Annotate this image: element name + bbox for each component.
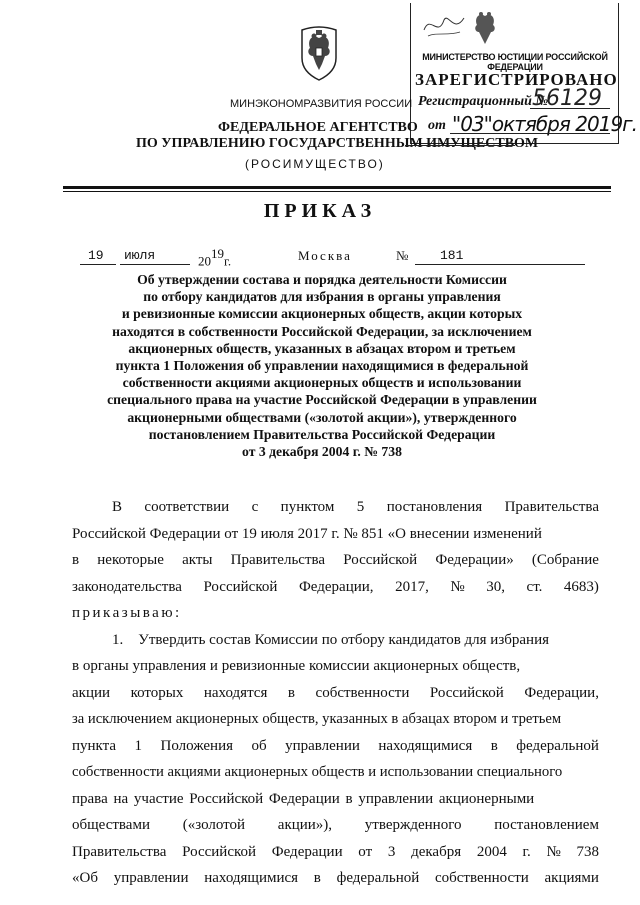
- word: которых: [130, 684, 184, 701]
- word: в: [313, 870, 321, 886]
- word: Российской: [182, 843, 257, 860]
- word: акции: [72, 684, 111, 701]
- word: Правительства: [230, 552, 326, 568]
- body-line: права на участие Российской Федерации в управлении акционерными: [72, 790, 535, 807]
- heading-line: специального права на участие Российской Федерации в управлении: [107, 392, 537, 408]
- word: Российской: [343, 552, 418, 568]
- header-rule: [63, 186, 611, 189]
- heading-line: постановлением Правительства Российской Федерации: [148, 426, 496, 442]
- body-line: [72, 680, 599, 707]
- word: об: [251, 737, 267, 754]
- word: ст.: [526, 578, 543, 595]
- heading-line: по отбору кандидатов для избрания в органы управления: [143, 289, 501, 305]
- body-line: [72, 547, 599, 574]
- document-title: ПРИКАЗ: [263, 200, 377, 222]
- heading-line: пункта 1 Положения об управлении находящимися в федеральной: [115, 358, 529, 374]
- day-underline: [80, 264, 116, 265]
- body-line: Российской Федерации от 19 июля 2017 г. № 851 «О внесении изменений: [72, 525, 542, 542]
- word: пунктом: [280, 499, 335, 515]
- word: находящимися: [204, 870, 299, 886]
- word: в: [72, 552, 80, 568]
- agency-name-line2: ПО УПРАВЛЕНИЮ ГОСУДАРСТВЕННЫМ ИМУЩЕСТВОМ: [136, 136, 539, 151]
- word: акциями: [544, 870, 599, 886]
- word: федеральной: [516, 737, 599, 754]
- heading-line: и ревизионные комиссии акционерных обществ, акции которых: [121, 306, 523, 322]
- word: декабря: [411, 843, 462, 860]
- body-line: в органы управления и ревизионные комиссии акционерных обществ,: [72, 658, 521, 674]
- body-line: приказываю:: [72, 605, 182, 621]
- body-line: [72, 839, 599, 866]
- order-heading: [62, 271, 582, 460]
- word: пункта: [72, 737, 117, 754]
- ministry-name: МИНЭКОНОМРАЗВИТИЯ РОССИИ: [230, 98, 413, 110]
- strike-mark: [405, 145, 515, 146]
- word: №: [546, 843, 561, 860]
- word: Федерации»: [435, 552, 514, 568]
- year-prefix: 20: [198, 253, 211, 269]
- word: от: [358, 843, 373, 860]
- word: Правительства: [72, 843, 167, 860]
- word: в: [287, 684, 295, 701]
- word: 5: [356, 499, 365, 515]
- order-date-line: [80, 248, 600, 268]
- word: акции»),: [277, 817, 333, 833]
- body-line: [72, 812, 599, 839]
- coat-of-arms-emblem: [298, 24, 340, 82]
- word: Федерации,: [298, 578, 374, 595]
- word: обществами: [72, 817, 150, 833]
- heading-line: от 3 декабря 2004 г. № 738: [242, 444, 402, 460]
- stamp-underline: [530, 108, 610, 109]
- signature-scribble: [420, 10, 468, 40]
- body-line: за исключением акционерных обществ, указанных в абзацах втором и третьем: [72, 711, 562, 727]
- word: управлении: [113, 870, 189, 886]
- word: г.: [522, 843, 531, 860]
- agency-name-line1: ФЕДЕРАЛЬНОЕ АГЕНТСТВО: [218, 120, 418, 135]
- word: Федерации: [271, 843, 343, 860]
- order-day: 19: [88, 248, 104, 263]
- word: Российской: [203, 578, 278, 595]
- stamp-registered: ЗАРЕГИСТРИРОВАНО: [415, 70, 618, 89]
- word: 1: [134, 737, 143, 754]
- number-sign: №: [396, 248, 409, 263]
- order-year: [198, 248, 231, 269]
- word: собственности: [315, 684, 410, 701]
- word: с: [251, 499, 259, 515]
- order-month: июля: [124, 248, 156, 263]
- stamp-reg-number: 56129: [532, 86, 602, 111]
- stamp-date: "03"октября 2019г.: [452, 112, 638, 136]
- heading-line: Об утверждении состава и порядка деятельности Комиссии: [137, 272, 507, 287]
- word: Федерации,: [524, 684, 599, 701]
- word: Правительства: [504, 499, 599, 515]
- agency-short-name: (РОСИМУЩЕСТВО): [245, 157, 385, 171]
- month-underline: [120, 264, 190, 265]
- word: 2017,: [395, 578, 429, 595]
- word: находятся: [203, 684, 268, 701]
- header-rule-thin: [63, 191, 611, 192]
- stamp-eagle-icon: [470, 8, 500, 46]
- word: управлении: [285, 737, 360, 754]
- word: 30,: [486, 578, 505, 595]
- body-line: [72, 865, 599, 892]
- word: постановления: [386, 499, 483, 515]
- word: законодательства: [72, 578, 182, 595]
- word: федеральной: [336, 870, 420, 886]
- stamp-ministry: МИНИСТЕРСТВО ЮСТИЦИИ РОССИЙСКОЙ ФЕДЕРАЦИИ: [422, 52, 608, 72]
- body-line: [72, 733, 599, 760]
- body-line: [72, 494, 599, 521]
- heading-line: акционерными обществами («золотой акции»), утвержденного: [127, 409, 517, 425]
- word: акты: [182, 552, 213, 568]
- word: соответствии: [144, 499, 230, 515]
- word: утвержденного: [364, 817, 462, 833]
- heading-line: собственности акциями акционерных обществ и использовании: [122, 375, 522, 391]
- stamp-underline: [450, 133, 610, 134]
- word: 738: [576, 843, 599, 860]
- year-unit: г.: [224, 253, 232, 269]
- stamp-reg-label: Регистрационный №: [418, 94, 549, 109]
- word: (Собрание: [531, 552, 599, 568]
- word: находящимися: [378, 737, 473, 754]
- word: «Об: [72, 870, 98, 886]
- order-number: 181: [440, 248, 464, 263]
- word: 3: [387, 843, 396, 860]
- word: («золотой: [182, 817, 246, 833]
- body-line: 1. Утвердить состав Комиссии по отбору кандидатов для избрания: [112, 631, 549, 648]
- stamp-ot: от: [428, 118, 446, 133]
- body-line: [72, 574, 599, 601]
- heading-line: находятся в собственности Российской Федерации, за исключением: [112, 323, 532, 339]
- word: 2004: [476, 843, 507, 860]
- word: собственности: [434, 870, 529, 886]
- order-body: [72, 494, 599, 892]
- year-suffix: 19: [211, 246, 224, 261]
- word: Положения: [160, 737, 234, 754]
- word: в: [490, 737, 498, 754]
- word: некоторые: [97, 552, 164, 568]
- word: В: [112, 499, 123, 515]
- heading-line: акционерных обществ, указанных в абзацах втором и третьем: [128, 340, 516, 356]
- number-underline: [415, 264, 585, 265]
- body-line: собственности акциями акционерных обществ и использовании специального: [72, 764, 563, 780]
- word: постановлением: [494, 817, 599, 833]
- word: 4683): [563, 578, 599, 595]
- word: Российской: [429, 684, 504, 701]
- word: №: [450, 578, 465, 595]
- order-city: Москва: [298, 248, 352, 263]
